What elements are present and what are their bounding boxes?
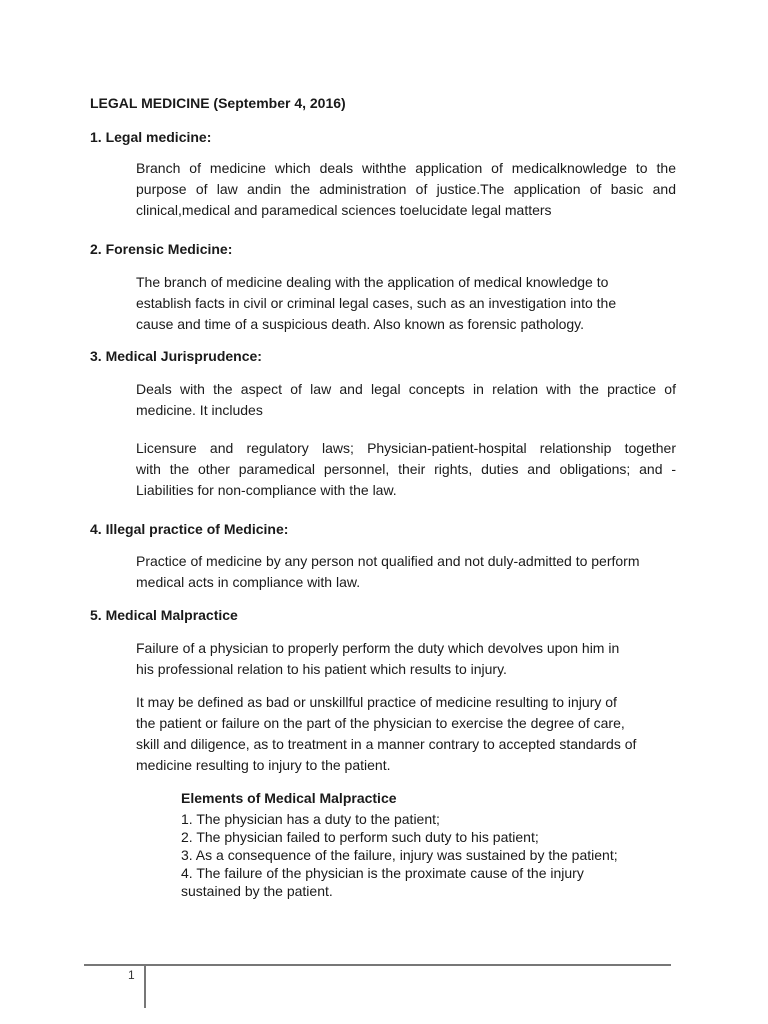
- section-paragraph: [136, 638, 676, 680]
- paragraph-line: It may be defined as bad or unskillful practice of medicine resulting to injury of: [136, 694, 617, 710]
- section-paragraph: [136, 692, 676, 776]
- paragraph-line: the patient or failure on the part of the physician to exercise the degree of care,: [136, 715, 625, 731]
- list-item: 2. The physician failed to perform such duty to his patient;: [181, 829, 539, 845]
- paragraph-line: Branch of medicine which deals withthe application of medicalknowledge to the: [136, 160, 676, 176]
- elements-block: [181, 789, 661, 900]
- list-item: 1. The physician has a duty to the patient;: [181, 811, 440, 827]
- paragraph-line: Deals with the aspect of law and legal concepts in relation with the practice of: [136, 381, 676, 397]
- list-item: sustained by the patient.: [181, 883, 333, 899]
- footer-rule: [84, 964, 671, 966]
- section-paragraph: [136, 379, 676, 421]
- page-number: 1: [128, 968, 135, 982]
- list-item: 3. As a consequence of the failure, injury was sustained by the patient;: [181, 847, 618, 863]
- elements-list: [181, 810, 661, 900]
- paragraph-line: Liabilities for non-compliance with the law.: [136, 482, 397, 498]
- section-heading-forensic-medicine: 2. Forensic Medicine:: [90, 241, 233, 257]
- paragraph-line: purpose of law andin the administration of justice.The application of basic and: [136, 181, 676, 197]
- section-heading-medical-malpractice: 5. Medical Malpractice: [90, 607, 238, 623]
- paragraph-line: skill and diligence, as to treatment in a manner contrary to accepted standards of: [136, 736, 637, 752]
- paragraph-line: medical acts in compliance with law.: [136, 574, 361, 590]
- section-heading-legal-medicine: 1. Legal medicine:: [90, 129, 212, 145]
- document-title: LEGAL MEDICINE (September 4, 2016): [90, 95, 346, 111]
- section-heading-medical-jurisprudence: 3. Medical Jurisprudence:: [90, 348, 262, 364]
- elements-title: Elements of Medical Malpractice: [181, 790, 397, 806]
- paragraph-line: Practice of medicine by any person not qualified and not duly-admitted to perform: [136, 553, 640, 569]
- section-paragraph: [136, 551, 676, 593]
- paragraph-line: cause and time of a suspicious death. Also known as forensic pathology.: [136, 316, 585, 332]
- section-paragraph: [136, 158, 676, 221]
- paragraph-line: The branch of medicine dealing with the application of medical knowledge to: [136, 274, 609, 290]
- paragraph-line: his professional relation to his patient which results to injury.: [136, 661, 507, 677]
- paragraph-line: Failure of a physician to properly perform the duty which devolves upon him in: [136, 640, 620, 656]
- section-heading-illegal-practice: 4. Illegal practice of Medicine:: [90, 521, 289, 537]
- footer-divider: [144, 964, 146, 1008]
- section-paragraph: [136, 438, 676, 501]
- paragraph-line: medicine. It includes: [136, 402, 263, 418]
- list-item: 4. The failure of the physician is the proximate cause of the injury: [181, 865, 584, 881]
- paragraph-line: clinical,medical and paramedical sciences toelucidate legal matters: [136, 202, 552, 218]
- paragraph-line: establish facts in civil or criminal legal cases, such as an investigation into the: [136, 295, 617, 311]
- paragraph-line: with the other paramedical personnel, their rights, duties and obligations; and -: [136, 461, 676, 477]
- paragraph-line: Licensure and regulatory laws; Physician-patient-hospital relationship together: [136, 440, 676, 456]
- section-paragraph: [136, 272, 676, 335]
- paragraph-line: medicine resulting to injury to the patient.: [136, 757, 391, 773]
